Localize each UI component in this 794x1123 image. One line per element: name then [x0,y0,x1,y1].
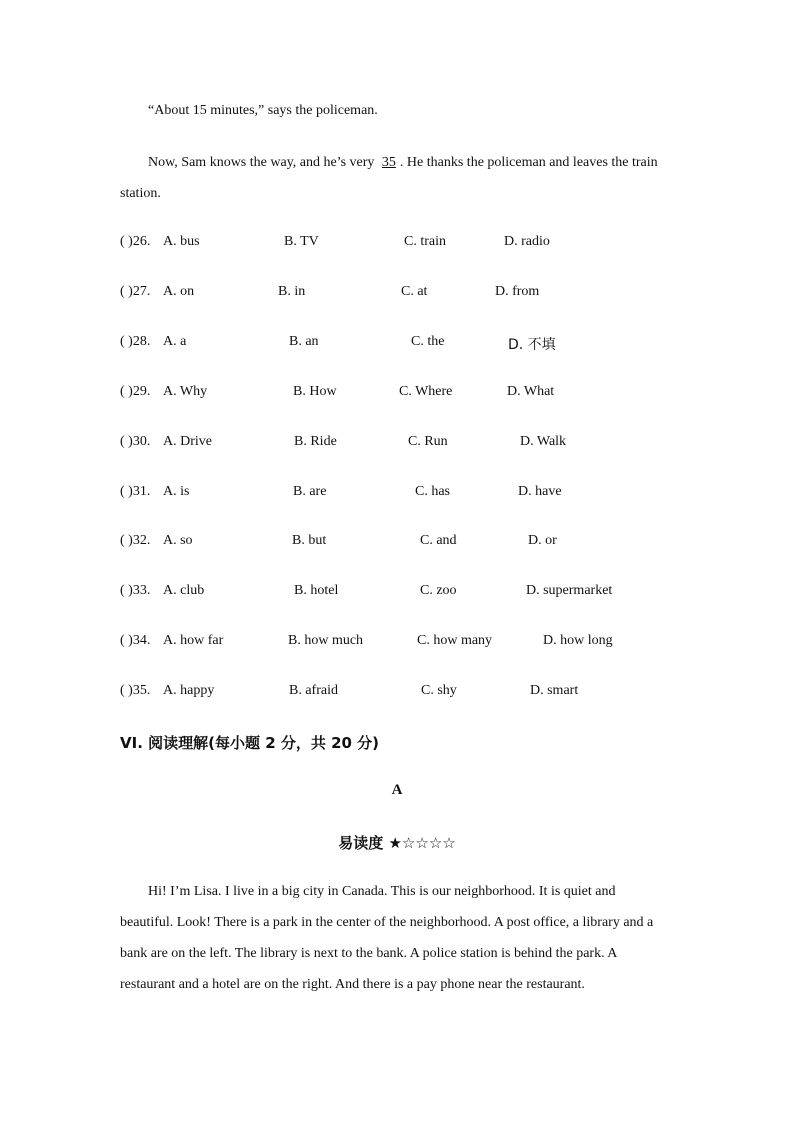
question-row [120,434,680,454]
question-number: ( )30. [120,434,151,449]
option-a: A. is [163,484,190,499]
option-d: D. Walk [520,434,567,449]
option-a: A. happy [163,683,215,698]
question-number: ( )27. [120,284,151,299]
option-d: D. or [528,533,557,548]
option-a: A. so [163,533,193,548]
option-d: D. from [495,284,540,299]
question-number: ( )29. [120,384,151,399]
option-a: A. how far [163,633,224,648]
question-row [120,384,680,404]
option-b: B. How [293,384,337,399]
intro-text-before-blank: Now, Sam knows the way, and he’s very [148,155,378,170]
option-b: B. but [292,533,327,548]
option-b: B. hotel [294,583,339,598]
intro-text-after-blank: . He thanks the policeman and leaves the train station. [120,155,658,201]
option-b: B. afraid [289,683,338,698]
question-row [120,583,680,603]
answer-blank-35: 35 [381,155,396,170]
option-b: B. Ride [294,434,337,449]
question-number: ( )32. [120,533,151,548]
option-c: C. shy [421,683,457,698]
option-c: C. Run [408,434,448,449]
question-row [120,234,680,254]
passage-label: A [391,782,403,798]
option-b: B. an [289,334,319,349]
difficulty-rating: 易读度 ★☆☆☆☆ [338,834,456,852]
option-c: C. and [420,533,457,548]
question-row [120,284,680,304]
option-c: C. the [411,334,445,349]
option-b: B. are [293,484,327,499]
option-d: D. smart [530,683,579,698]
option-d: D. radio [504,234,550,249]
question-row [120,334,680,354]
question-number: ( )26. [120,234,151,249]
option-d: D. 不填 [508,337,556,353]
question-row [120,484,680,504]
question-number: ( )35. [120,683,151,698]
option-a: A. bus [163,234,200,249]
option-c: C. has [415,484,450,499]
intro-paragraph-2 [120,147,665,209]
option-a: A. Drive [163,434,212,449]
reading-passage [120,876,665,1000]
question-row [120,683,680,703]
option-b: B. how much [288,633,364,648]
option-c: C. zoo [420,583,457,598]
section-heading: VI. 阅读理解(每小题 2 分，共 20 分) [120,734,380,752]
question-number: ( )31. [120,484,151,499]
option-c: C. train [404,234,446,249]
option-c: C. Where [399,384,453,399]
question-row [120,633,680,653]
intro-line-1: “About 15 minutes,” says the policeman. [148,103,378,118]
question-number: ( )33. [120,583,151,598]
option-d: D. how long [543,633,613,648]
option-a: A. a [163,334,187,349]
option-a: A. club [163,583,205,598]
question-number: ( )28. [120,334,151,349]
question-number: ( )34. [120,633,151,648]
option-c: C. at [401,284,428,299]
option-b: B. in [278,284,306,299]
option-a: A. on [163,284,195,299]
option-a: A. Why [163,384,208,399]
option-d: D. have [518,484,562,499]
option-c: C. how many [417,633,493,648]
option-b: B. TV [284,234,319,249]
option-d: D. supermarket [526,583,613,598]
option-d: D. What [507,384,555,399]
passage-text: Hi! I’m Lisa. I live in a big city in Canada. This is our neighborhood. It is quiet and beautiful. Look! There is a park in the center of the neighborhood. A post office, a library and a bank are on the left. The library is next to the bank. A police station is behind the park. A restaurant and a hotel are on the right. And there is a pay phone near the restaurant. [120,884,654,992]
question-row [120,533,680,553]
